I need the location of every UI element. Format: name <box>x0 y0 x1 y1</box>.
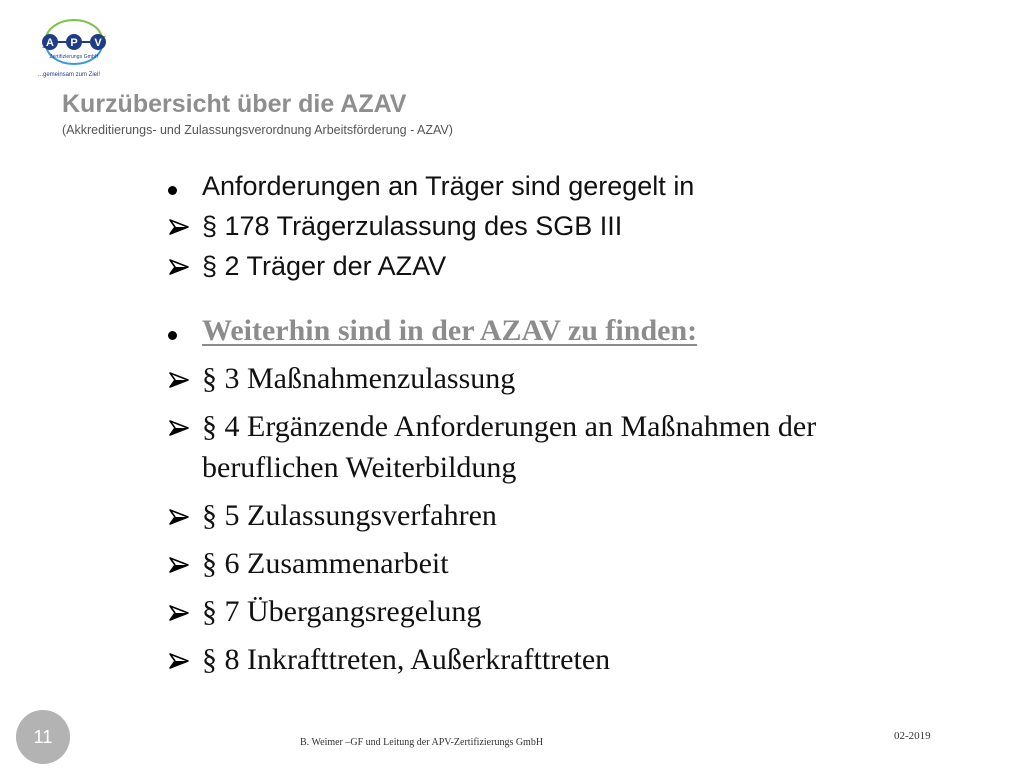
footer-author: B. Weimer –GF und Leitung der APV-Zertifizierungs GmbH <box>300 737 544 748</box>
lead-text: Anforderungen an Träger sind geregelt in <box>202 171 695 201</box>
list-item-text: § 5 Zulassungsverfahren <box>202 499 497 532</box>
list-item-text: § 4 Ergänzende Anforderungen an Maßnahmen der beruflichen Weiterbildung <box>202 410 817 484</box>
list-item-text: § 2 Träger der AZAV <box>202 251 447 281</box>
arrow-bullet-icon <box>168 371 190 389</box>
slide-subtitle: (Akkreditierungs- und Zulassungsverordnung Arbeitsförderung - AZAV) <box>62 123 453 137</box>
company-logo <box>36 16 122 84</box>
list-item <box>168 495 928 536</box>
bullet-lead <box>168 166 928 206</box>
arrow-bullet-icon <box>168 652 190 670</box>
arrow-bullet-icon <box>168 258 190 276</box>
list-item <box>168 406 928 488</box>
bullet-lead <box>168 310 928 351</box>
arrow-bullet-icon <box>168 604 190 622</box>
list-item-text: § 3 Maßnahmenzulassung <box>202 362 516 395</box>
svg-text:V: V <box>94 37 102 49</box>
list-item <box>168 246 928 286</box>
list-item <box>168 206 928 246</box>
slide-content <box>168 166 928 687</box>
logo-emblem <box>36 16 112 68</box>
bullet-dot-icon <box>168 186 177 195</box>
list-item-text: § 7 Übergangsregelung <box>202 595 482 628</box>
list-item <box>168 591 928 632</box>
logo-subtitle: Zertifizierungs GmbH <box>49 54 99 60</box>
list-item-text: § 178 Trägerzulassung des SGB III <box>202 211 623 241</box>
arrow-bullet-icon <box>168 508 190 526</box>
arrow-bullet-icon <box>168 556 190 574</box>
slide-title: Kurzübersicht über die AZAV <box>62 90 407 118</box>
svg-text:P: P <box>70 37 78 49</box>
arrow-bullet-icon <box>168 419 190 437</box>
list-item-text: § 8 Inkrafttreten, Außerkrafttreten <box>202 643 611 676</box>
bullet-dot-icon <box>168 331 177 340</box>
list-item <box>168 543 928 584</box>
page-number-badge: 11 <box>16 710 70 764</box>
svg-text:A: A <box>46 37 54 49</box>
lead-text-highlighted: Weiterhin sind in der AZAV zu finden: <box>202 314 698 347</box>
footer-date: 02-2019 <box>894 730 931 742</box>
list-item <box>168 358 928 399</box>
arrow-bullet-icon <box>168 218 190 236</box>
list-item <box>168 639 928 680</box>
list-item-text: § 6 Zusammenarbeit <box>202 547 449 580</box>
logo-tagline: ...gemeinsam zum Ziel! <box>38 72 101 78</box>
